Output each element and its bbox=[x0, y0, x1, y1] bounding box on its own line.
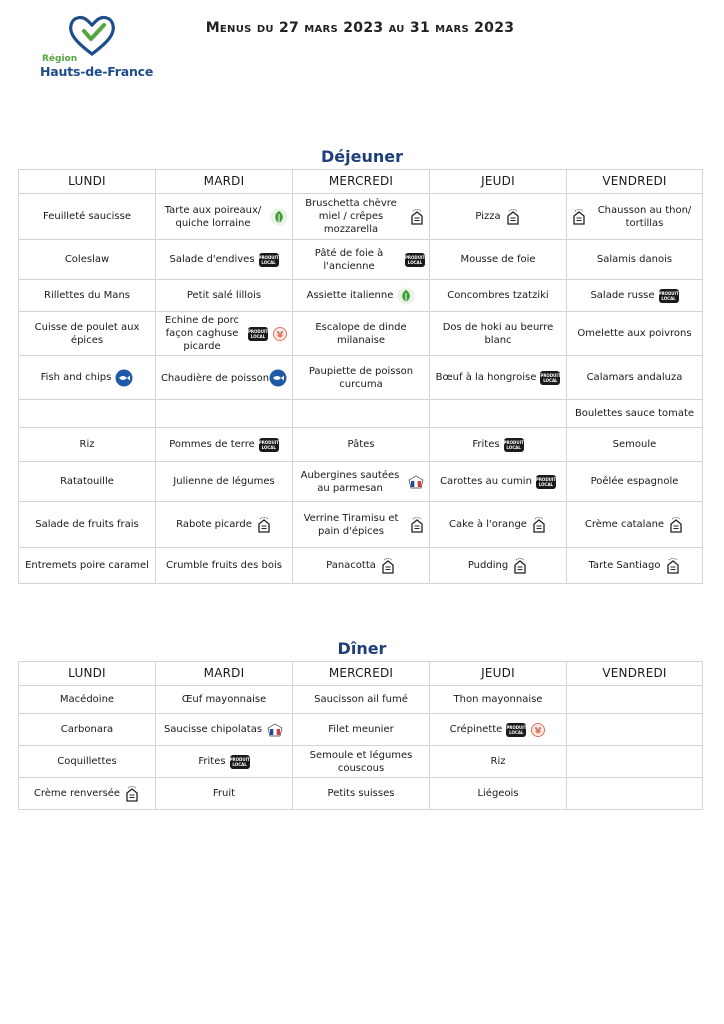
section-title-dejeuner: Déjeuner bbox=[321, 147, 403, 166]
menu-cell bbox=[293, 400, 430, 428]
day-header: JEUDI bbox=[430, 170, 567, 194]
dish-name: Saucisse chipolatas bbox=[163, 724, 263, 735]
menu-cell bbox=[430, 194, 567, 240]
menu-cell bbox=[567, 502, 703, 548]
dish-name: Assiette italienne bbox=[306, 290, 394, 301]
produit-local-icon: PRODUIT LOCAL bbox=[506, 724, 527, 735]
menu-cell bbox=[19, 400, 156, 428]
dish-name: Œuf mayonnaise bbox=[181, 694, 267, 705]
menu-cell bbox=[156, 548, 293, 584]
region-heart-map-icon bbox=[66, 14, 118, 56]
dish-name: Pudding bbox=[467, 560, 509, 571]
dish-name: Entremets poire caramel bbox=[25, 560, 149, 571]
menu-cell bbox=[156, 502, 293, 548]
dish-name: Salade de fruits frais bbox=[35, 519, 139, 530]
menu-cell bbox=[19, 312, 156, 356]
table-row bbox=[19, 548, 703, 584]
fait-maison-icon bbox=[665, 557, 681, 575]
menu-cell bbox=[567, 240, 703, 280]
dish-name: Semoule et légumes couscous bbox=[309, 749, 413, 774]
dish-name: Petit salé lillois bbox=[186, 290, 262, 301]
dish-name: Paupiette de poisson curcuma bbox=[308, 365, 414, 390]
dish-name: Crème renversée bbox=[33, 788, 121, 799]
menu-cell bbox=[567, 462, 703, 502]
region-logo bbox=[38, 14, 153, 80]
menu-cell bbox=[293, 746, 430, 778]
menu-cell bbox=[19, 746, 156, 778]
dish-name: Crépinette bbox=[449, 724, 503, 735]
menu-cell bbox=[567, 428, 703, 462]
menu-cell bbox=[156, 400, 293, 428]
dish-name: Riz bbox=[490, 756, 506, 767]
section-title-diner: Dîner bbox=[337, 639, 387, 658]
dish-name: Fruit bbox=[212, 788, 236, 799]
table-row bbox=[19, 502, 703, 548]
table-row bbox=[19, 428, 703, 462]
dish-name: Panacotta bbox=[326, 560, 376, 571]
menu-cell bbox=[293, 428, 430, 462]
dish-name: Cake à l'orange bbox=[449, 519, 527, 530]
table-row bbox=[19, 746, 703, 778]
menu-cell bbox=[293, 502, 430, 548]
menu-cell bbox=[293, 778, 430, 810]
dish-name: Pommes de terre bbox=[169, 439, 255, 450]
dish-name: Fish and chips bbox=[40, 372, 112, 383]
dish-name: Dos de hoki au beurre blanc bbox=[442, 321, 554, 346]
menu-cell bbox=[19, 240, 156, 280]
day-header: LUNDI bbox=[19, 662, 156, 686]
origine-france-icon bbox=[407, 475, 425, 489]
menu-cell bbox=[293, 356, 430, 400]
menu-cell bbox=[293, 312, 430, 356]
menu-cell bbox=[156, 280, 293, 312]
dish-name: Carottes au cumin bbox=[440, 476, 532, 487]
dish-name: Pâtes bbox=[347, 439, 375, 450]
menu-cell bbox=[567, 714, 703, 746]
dish-name: Cuisse de poulet aux épices bbox=[34, 321, 140, 346]
table-row bbox=[19, 240, 703, 280]
menu-cell bbox=[567, 778, 703, 810]
menu-cell bbox=[19, 502, 156, 548]
menu-cell bbox=[567, 312, 703, 356]
fait-maison-icon bbox=[505, 208, 521, 226]
table-row bbox=[19, 280, 703, 312]
dish-name: Pâté de foie à l'ancienne bbox=[314, 247, 384, 272]
menu-cell bbox=[430, 428, 567, 462]
dish-name: Tarte aux poireaux/ quiche lorraine bbox=[164, 204, 262, 229]
menu-cell bbox=[156, 356, 293, 400]
fait-maison-icon bbox=[124, 785, 140, 803]
dish-name: Crème catalane bbox=[584, 519, 665, 530]
dish-name: Verrine Tiramisu et pain d'épices bbox=[303, 512, 399, 537]
menu-cell bbox=[567, 400, 703, 428]
menu-cell bbox=[19, 194, 156, 240]
dish-name: Salade d'endives bbox=[169, 254, 255, 265]
dish-name: Liégeois bbox=[477, 788, 519, 799]
menu-cell bbox=[293, 240, 430, 280]
dish-name: Saucisson ail fumé bbox=[314, 694, 408, 705]
dejeuner-table bbox=[18, 169, 703, 584]
menu-cell bbox=[430, 400, 567, 428]
fait-maison-icon bbox=[409, 516, 425, 534]
dish-name: Riz bbox=[79, 439, 95, 450]
dish-name: Concombres tzatziki bbox=[447, 290, 549, 301]
day-header: MARDI bbox=[156, 662, 293, 686]
day-header: MERCREDI bbox=[293, 170, 430, 194]
menu-cell bbox=[19, 462, 156, 502]
logo-name-label: Hauts-de-France bbox=[40, 64, 154, 79]
produit-local-icon: PRODUIT LOCAL bbox=[658, 290, 679, 301]
dish-name: Salade russe bbox=[590, 290, 655, 301]
menu-cell bbox=[293, 714, 430, 746]
menu-cell bbox=[19, 548, 156, 584]
fait-maison-icon bbox=[256, 516, 272, 534]
msc-fish-icon bbox=[115, 369, 133, 387]
dish-name: Coleslaw bbox=[64, 254, 110, 265]
table-row bbox=[19, 312, 703, 356]
menu-cell bbox=[156, 686, 293, 714]
dish-name: Rabote picarde bbox=[176, 519, 252, 530]
table-row bbox=[19, 400, 703, 428]
produit-local-icon: PRODUIT LOCAL bbox=[405, 254, 426, 265]
table-row bbox=[19, 356, 703, 400]
menu-cell bbox=[293, 462, 430, 502]
table-row bbox=[19, 462, 703, 502]
dish-name: Frites bbox=[198, 756, 226, 767]
dish-name: Boulettes sauce tomate bbox=[574, 408, 695, 419]
menu-cell bbox=[156, 746, 293, 778]
menu-cell bbox=[156, 240, 293, 280]
dish-name: Bœuf à la hongroise bbox=[435, 372, 537, 383]
menu-cell bbox=[430, 356, 567, 400]
menu-cell bbox=[430, 312, 567, 356]
menu-cell bbox=[430, 240, 567, 280]
diner-table bbox=[18, 661, 703, 810]
produit-local-icon: PRODUIT LOCAL bbox=[258, 439, 279, 450]
menu-cell bbox=[430, 746, 567, 778]
produit-local-icon: PRODUIT LOCAL bbox=[229, 756, 250, 767]
table-row bbox=[19, 778, 703, 810]
fait-maison-icon bbox=[380, 557, 396, 575]
msc-fish-icon bbox=[269, 369, 287, 387]
menu-cell bbox=[156, 714, 293, 746]
menu-cell bbox=[567, 194, 703, 240]
dish-name: Feuilleté saucisse bbox=[43, 211, 131, 222]
dish-name: Omelette aux poivrons bbox=[577, 328, 692, 339]
origine-france-icon bbox=[266, 723, 284, 737]
bio-leaf-icon bbox=[270, 208, 288, 226]
dish-name: Mousse de foie bbox=[460, 254, 536, 265]
menu-cell bbox=[19, 356, 156, 400]
label-rouge-pig-icon bbox=[530, 723, 546, 737]
menu-cell bbox=[156, 778, 293, 810]
fait-maison-icon bbox=[571, 208, 587, 226]
day-header: MARDI bbox=[156, 170, 293, 194]
dish-name: Macédoine bbox=[59, 694, 115, 705]
table-header-row bbox=[19, 662, 703, 686]
table-row bbox=[19, 686, 703, 714]
menu-cell bbox=[430, 778, 567, 810]
day-header: VENDREDI bbox=[567, 170, 703, 194]
menu-cell bbox=[430, 280, 567, 312]
menu-cell bbox=[293, 280, 430, 312]
menu-cell bbox=[156, 194, 293, 240]
dish-name: Carbonara bbox=[60, 724, 114, 735]
dish-name: Aubergines sautées au parmesan bbox=[300, 469, 400, 494]
dish-name: Semoule bbox=[612, 439, 657, 450]
menu-cell bbox=[430, 502, 567, 548]
dish-name: Thon mayonnaise bbox=[453, 694, 543, 705]
produit-local-icon: PRODUIT LOCAL bbox=[503, 439, 524, 450]
label-rouge-pig-icon bbox=[272, 327, 288, 341]
fait-maison-icon bbox=[512, 557, 528, 575]
menu-cell bbox=[430, 686, 567, 714]
dish-name: Chaudière de poisson bbox=[160, 372, 270, 384]
table-row bbox=[19, 714, 703, 746]
dish-name: Crumble fruits des bois bbox=[165, 560, 283, 571]
produit-local-icon: PRODUIT LOCAL bbox=[248, 328, 269, 339]
dish-name: Coquillettes bbox=[57, 756, 117, 767]
dish-name: Ratatouille bbox=[60, 476, 114, 487]
page-title: Menus du 27 mars 2023 au 31 mars 2023 bbox=[205, 20, 515, 36]
menu-cell bbox=[19, 428, 156, 462]
dish-name: Salamis danois bbox=[596, 254, 673, 265]
dish-name: Rillettes du Mans bbox=[44, 290, 130, 301]
menu-cell bbox=[567, 356, 703, 400]
dish-name: Chausson au thon/ tortillas bbox=[597, 204, 692, 229]
menu-cell bbox=[567, 280, 703, 312]
dish-name: Julienne de légumes bbox=[173, 476, 275, 487]
produit-local-icon: PRODUIT LOCAL bbox=[258, 254, 279, 265]
logo-region-label: Région bbox=[42, 54, 78, 64]
menu-cell bbox=[567, 686, 703, 714]
day-header: LUNDI bbox=[19, 170, 156, 194]
produit-local-icon: PRODUIT LOCAL bbox=[540, 372, 561, 383]
menu-cell bbox=[430, 714, 567, 746]
dish-name: Escalope de dinde milanaise bbox=[315, 321, 407, 346]
menu-cell bbox=[156, 312, 293, 356]
dish-name: Bruschetta chèvre miel / crêpes mozzarella bbox=[305, 198, 397, 235]
menu-cell bbox=[19, 686, 156, 714]
menu-cell bbox=[293, 548, 430, 584]
menu-cell bbox=[567, 746, 703, 778]
dish-name: Frites bbox=[472, 439, 500, 450]
menu-cell bbox=[567, 548, 703, 584]
dish-name: Poêlée espagnole bbox=[590, 476, 679, 487]
menu-cell bbox=[293, 686, 430, 714]
day-header: VENDREDI bbox=[567, 662, 703, 686]
dish-name: Petits suisses bbox=[327, 788, 395, 799]
menu-cell bbox=[293, 194, 430, 240]
day-header: MERCREDI bbox=[293, 662, 430, 686]
dish-name: Echine de porc façon caghuse picarde bbox=[164, 315, 240, 352]
menu-cell bbox=[19, 778, 156, 810]
menu-cell bbox=[19, 280, 156, 312]
menu-cell bbox=[19, 714, 156, 746]
dish-name: Pizza bbox=[475, 211, 501, 222]
menu-cell bbox=[156, 428, 293, 462]
fait-maison-icon bbox=[409, 208, 425, 226]
fait-maison-icon bbox=[531, 516, 547, 534]
dish-name: Calamars andaluza bbox=[586, 372, 683, 383]
dish-name: Tarte Santiago bbox=[588, 560, 661, 571]
menu-cell bbox=[430, 462, 567, 502]
table-row bbox=[19, 194, 703, 240]
dish-name: Filet meunier bbox=[328, 724, 394, 735]
table-header-row bbox=[19, 170, 703, 194]
produit-local-icon: PRODUIT LOCAL bbox=[535, 476, 557, 487]
menu-cell bbox=[156, 462, 293, 502]
fait-maison-icon bbox=[668, 516, 684, 534]
bio-leaf-icon bbox=[397, 287, 415, 305]
menu-cell bbox=[430, 548, 567, 584]
day-header: JEUDI bbox=[430, 662, 567, 686]
